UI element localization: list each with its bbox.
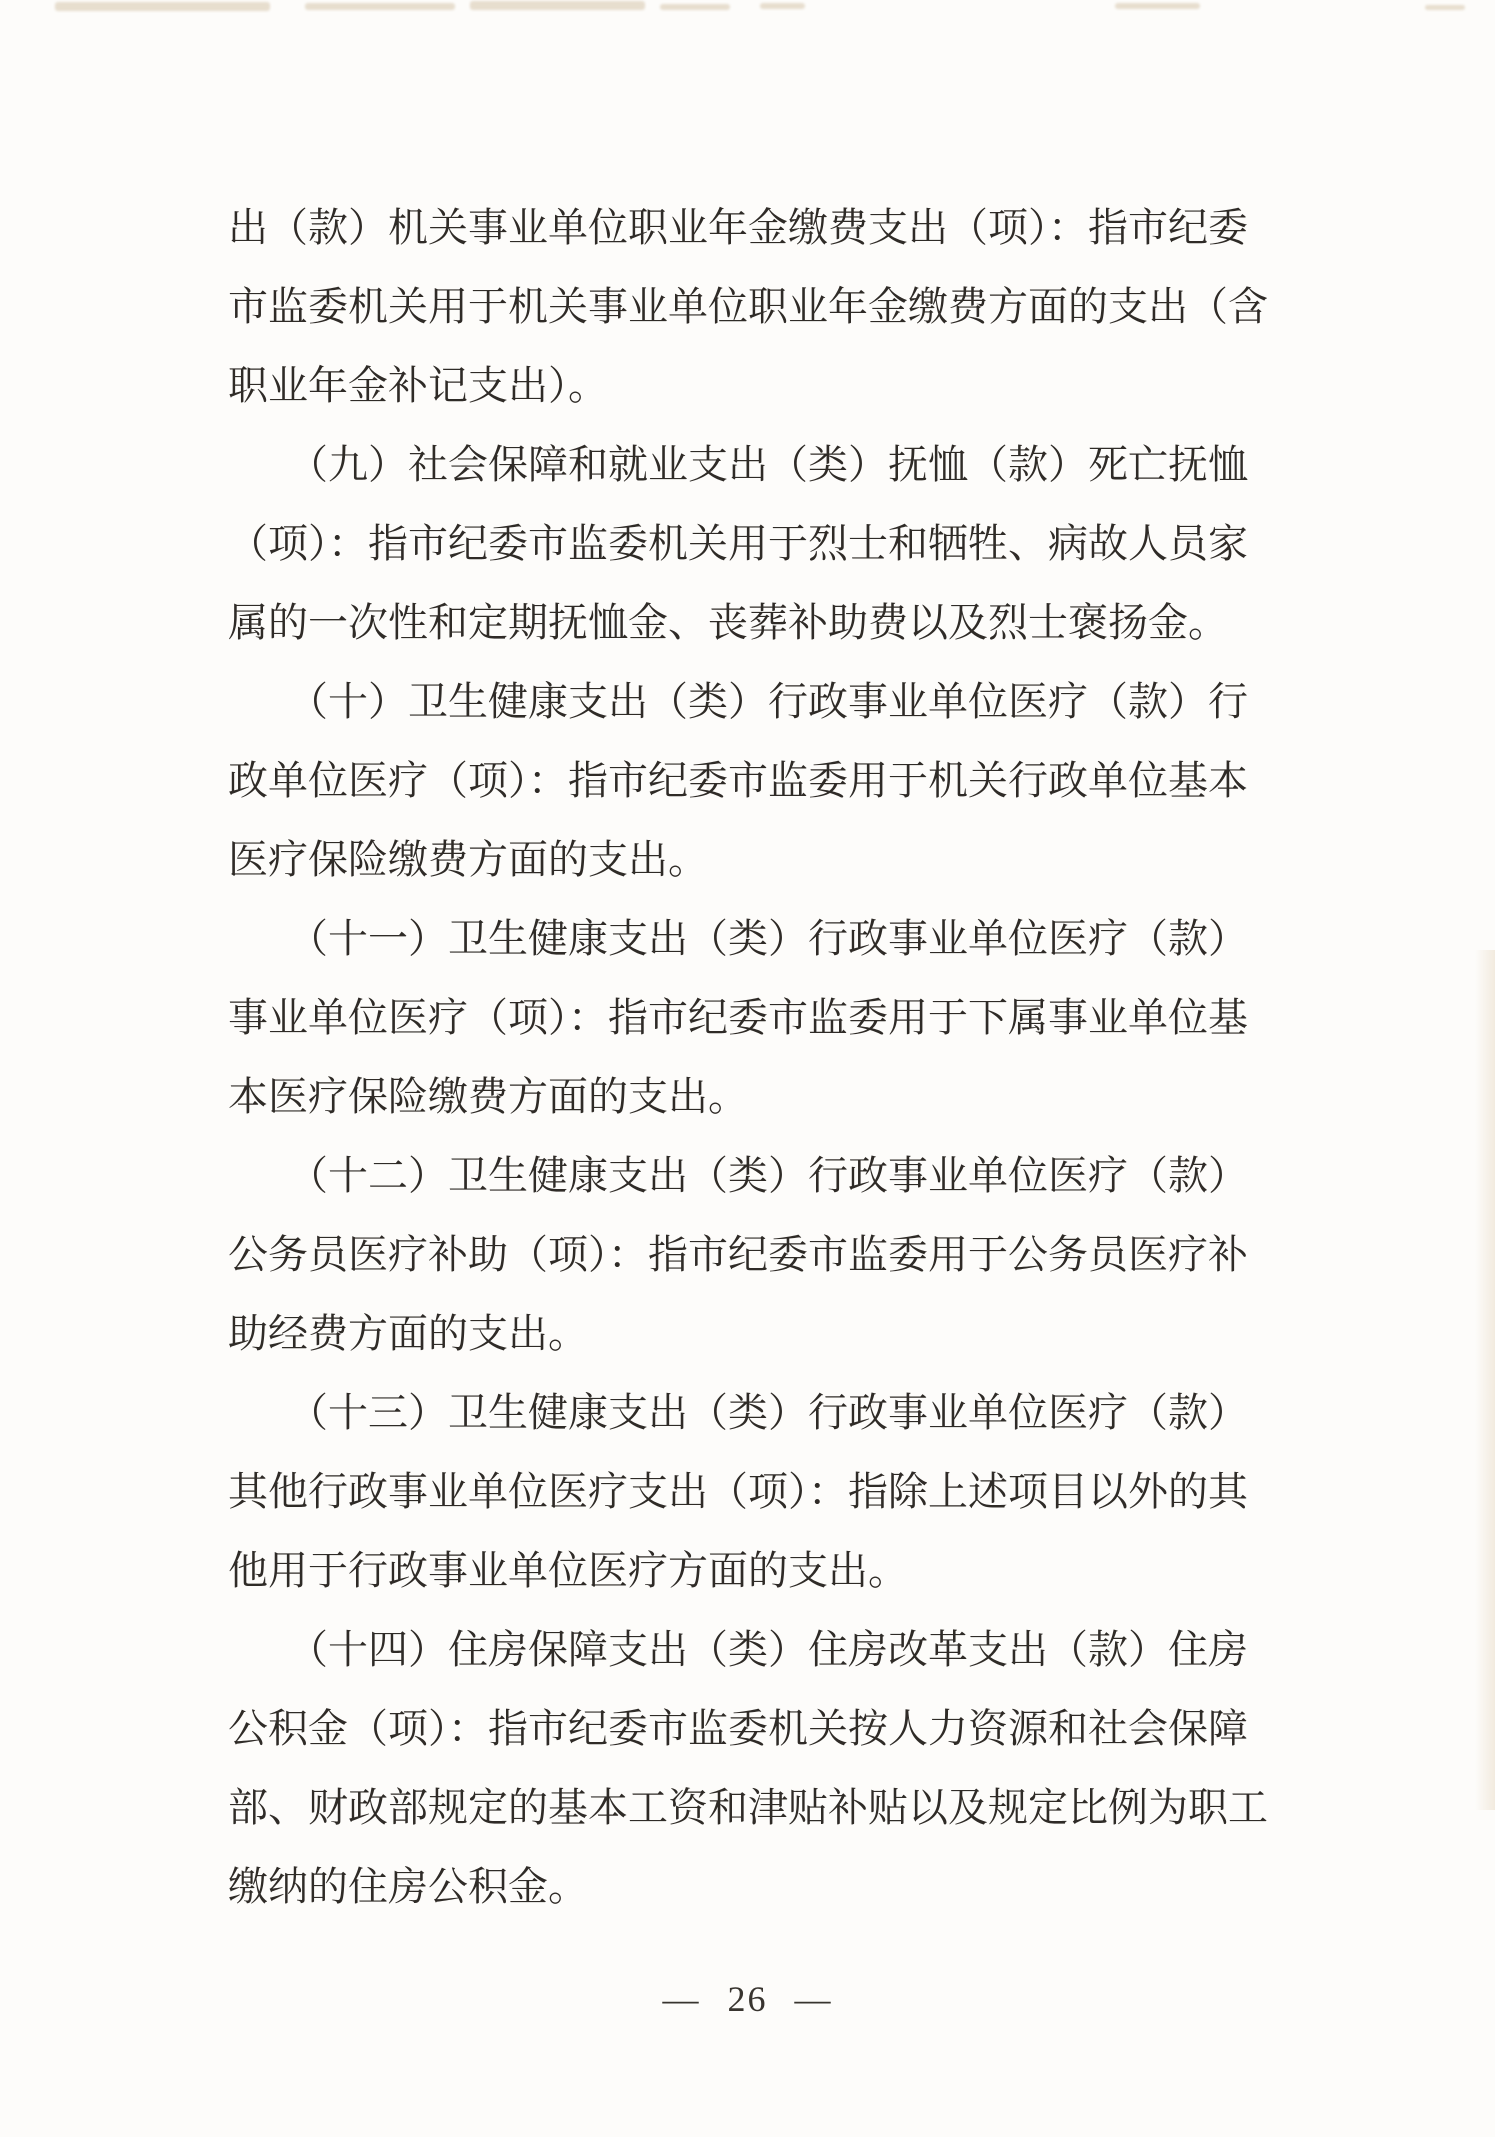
text-line: （十一）卫生健康支出（类）行政事业单位医疗（款） bbox=[228, 916, 1248, 961]
document-body bbox=[228, 188, 1274, 1926]
paragraph bbox=[228, 188, 1274, 425]
paragraph bbox=[228, 1373, 1274, 1610]
paragraph bbox=[228, 425, 1274, 662]
text-line: （十）卫生健康支出（类）行政事业单位医疗（款）行 bbox=[228, 679, 1248, 724]
paragraph bbox=[228, 1610, 1274, 1926]
text-line: 其他行政事业单位医疗支出（项）：指除上述项目以外的其 bbox=[228, 1469, 1248, 1514]
text-line: （项）：指市纪委市监委机关用于烈士和牺牲、病故人员家 bbox=[228, 521, 1248, 566]
text-line: （十三）卫生健康支出（类）行政事业单位医疗（款） bbox=[228, 1390, 1248, 1435]
text-line: 出（款）机关事业单位职业年金缴费支出（项）：指市纪委 bbox=[228, 205, 1248, 250]
text-line: （九）社会保障和就业支出（类）抚恤（款）死亡抚恤 bbox=[228, 442, 1248, 487]
text-line: 事业单位医疗（项）：指市纪委市监委用于下属事业单位基 bbox=[228, 995, 1248, 1040]
text-line: 助经费方面的支出。 bbox=[228, 1311, 588, 1356]
text-line: 本医疗保险缴费方面的支出。 bbox=[228, 1074, 748, 1119]
paragraph bbox=[228, 662, 1274, 899]
scan-edge-shadow bbox=[1475, 950, 1495, 1810]
text-line: 医疗保险缴费方面的支出。 bbox=[228, 837, 708, 882]
text-line: 公务员医疗补助（项）：指市纪委市监委用于公务员医疗补 bbox=[228, 1232, 1248, 1277]
paragraph bbox=[228, 1136, 1274, 1373]
text-line: 公积金（项）：指市纪委市监委机关按人力资源和社会保障 bbox=[228, 1706, 1248, 1751]
scan-artifact-strip bbox=[0, 0, 1495, 24]
paragraph bbox=[228, 899, 1274, 1136]
text-line: （十四）住房保障支出（类）住房改革支出（款）住房 bbox=[228, 1627, 1248, 1672]
text-line: 政单位医疗（项）：指市纪委市监委用于机关行政单位基本 bbox=[228, 758, 1248, 803]
text-line: （十二）卫生健康支出（类）行政事业单位医疗（款） bbox=[228, 1153, 1248, 1198]
text-line: 他用于行政事业单位医疗方面的支出。 bbox=[228, 1548, 908, 1593]
text-line: 职业年金补记支出）。 bbox=[228, 363, 608, 408]
page-number: — 26 — bbox=[662, 1979, 833, 2019]
text-line: 缴纳的住房公积金。 bbox=[228, 1864, 588, 1909]
text-line: 市监委机关用于机关事业单位职业年金缴费方面的支出（含 bbox=[228, 284, 1268, 329]
text-line: 属的一次性和定期抚恤金、丧葬补助费以及烈士褒扬金。 bbox=[228, 600, 1228, 645]
text-line: 部、财政部规定的基本工资和津贴补贴以及规定比例为职工 bbox=[228, 1785, 1268, 1830]
